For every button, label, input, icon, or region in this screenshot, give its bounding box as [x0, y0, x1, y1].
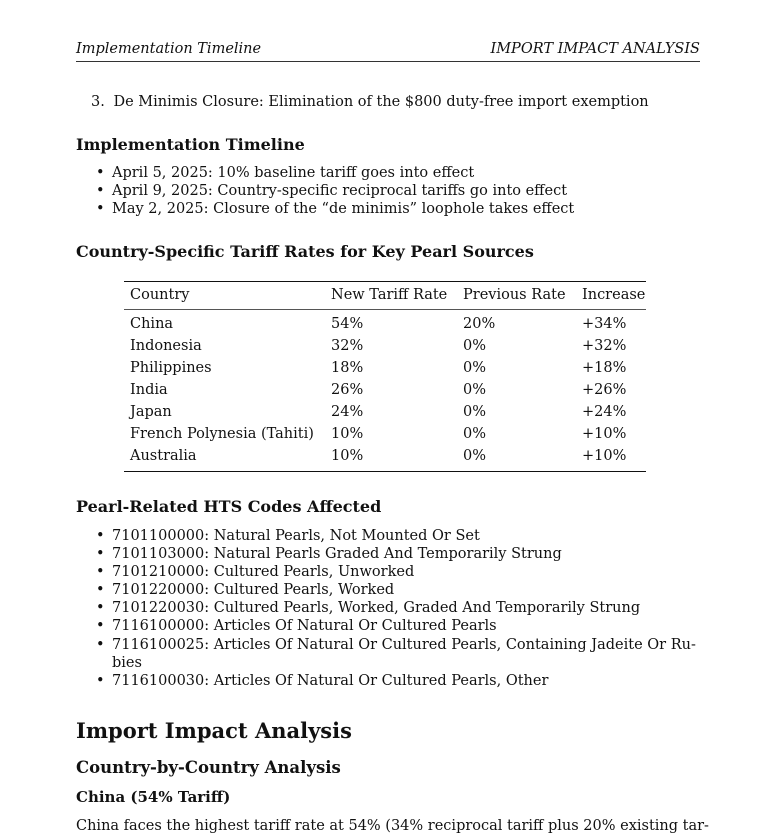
- cell-new-rate: 32%: [331, 338, 364, 354]
- cell-new-rate: 54%: [331, 316, 364, 332]
- china-paragraph: China faces the highest tariff rate at 54% (34% reciprocal tariff plus 20% existing tar-: [76, 818, 709, 834]
- hts-item: • 7101100000: Natural Pearls, Not Mounted Or Set: [96, 528, 480, 544]
- timeline-heading: Implementation Timeline: [76, 135, 305, 154]
- cell-increase: +18%: [582, 360, 627, 376]
- cell-previous-rate: 0%: [463, 404, 487, 420]
- cell-increase: +26%: [582, 382, 627, 398]
- bullet-icon: •: [96, 600, 105, 616]
- hts-item: • 7116100030: Articles Of Natural Or Cultured Pearls, Other: [96, 673, 549, 689]
- bullet-icon: •: [96, 183, 105, 199]
- table-row: [124, 381, 646, 403]
- hts-item: • 7101210000: Cultured Pearls, Unworked: [96, 564, 415, 580]
- table-row: [124, 425, 646, 447]
- cell-previous-rate: 20%: [463, 316, 496, 332]
- bullet-icon: •: [96, 528, 105, 544]
- header-chapter-title: IMPORT IMPACT ANALYSIS: [490, 41, 700, 57]
- timeline-item: • April 5, 2025: 10% baseline tariff goes into effect: [96, 165, 475, 181]
- hts-heading: Pearl-Related HTS Codes Affected: [76, 497, 382, 516]
- hts-item-continuation: bies: [112, 655, 142, 671]
- cell-country: Philippines: [130, 360, 212, 376]
- column-header: New Tariff Rate: [331, 287, 448, 303]
- hts-item: • 7101220030: Cultured Pearls, Worked, Graded And Temporarily Strung: [96, 600, 641, 616]
- table-row: [124, 447, 646, 471]
- cell-increase: +32%: [582, 338, 627, 354]
- cell-increase: +10%: [582, 426, 627, 442]
- china-heading: China (54% Tariff): [76, 788, 231, 806]
- bullet-icon: •: [96, 546, 105, 562]
- table-row: [124, 403, 646, 425]
- cell-country: China: [130, 316, 174, 332]
- cell-new-rate: 26%: [331, 382, 364, 398]
- table-row: [124, 315, 646, 337]
- bullet-icon: •: [96, 618, 105, 634]
- cell-country: India: [130, 382, 168, 398]
- numbered-list-item: [91, 94, 649, 110]
- cell-previous-rate: 0%: [463, 382, 487, 398]
- list-number: 3.: [91, 94, 105, 110]
- list-item-text: De Minimis Closure: Elimination of the $800 duty-free import exemption: [113, 94, 649, 110]
- bullet-icon: •: [96, 637, 105, 653]
- rates-heading: Country-Specific Tariff Rates for Key Pearl Sources: [76, 242, 534, 261]
- cell-increase: +24%: [582, 404, 627, 420]
- cell-country: Indonesia: [130, 338, 202, 354]
- bullet-icon: •: [96, 564, 105, 580]
- cell-new-rate: 24%: [331, 404, 364, 420]
- cell-previous-rate: 0%: [463, 338, 487, 354]
- bullet-icon: •: [96, 673, 105, 689]
- header-section-title: Implementation Timeline: [76, 41, 262, 57]
- cell-increase: +34%: [582, 316, 627, 332]
- running-header: [76, 41, 700, 62]
- subsection-title: Country-by-Country Analysis: [76, 758, 341, 777]
- table-row: [124, 337, 646, 359]
- cell-increase: +10%: [582, 448, 627, 464]
- hts-item: • 7101220000: Cultured Pearls, Worked: [96, 582, 395, 598]
- hts-item: • 7101103000: Natural Pearls Graded And Temporarily Strung: [96, 546, 562, 562]
- cell-previous-rate: 0%: [463, 360, 487, 376]
- cell-country: Australia: [130, 448, 197, 464]
- bullet-icon: •: [96, 201, 105, 217]
- timeline-item: • May 2, 2025: Closure of the “de minimis” loophole takes effect: [96, 201, 575, 217]
- cell-previous-rate: 0%: [463, 448, 487, 464]
- column-header: Previous Rate: [463, 287, 566, 303]
- cell-country: Japan: [130, 404, 172, 420]
- hts-item: • 7116100000: Articles Of Natural Or Cultured Pearls: [96, 618, 497, 634]
- cell-previous-rate: 0%: [463, 426, 487, 442]
- cell-new-rate: 10%: [331, 448, 364, 464]
- table-row: [124, 359, 646, 381]
- cell-country: French Polynesia (Tahiti): [130, 426, 314, 442]
- cell-new-rate: 10%: [331, 426, 364, 442]
- timeline-item: • April 9, 2025: Country-specific reciprocal tariffs go into effect: [96, 183, 568, 199]
- table-header-row: [124, 282, 646, 310]
- tariff-rates-table: [124, 281, 646, 472]
- bullet-icon: •: [96, 165, 105, 181]
- column-header: Country: [130, 287, 190, 303]
- hts-item: • 7116100025: Articles Of Natural Or Cultured Pearls, Containing Jadeite Or Ru-: [96, 637, 696, 653]
- column-header: Increase: [582, 287, 646, 303]
- section-title: Import Impact Analysis: [76, 718, 352, 743]
- cell-new-rate: 18%: [331, 360, 364, 376]
- bullet-icon: •: [96, 582, 105, 598]
